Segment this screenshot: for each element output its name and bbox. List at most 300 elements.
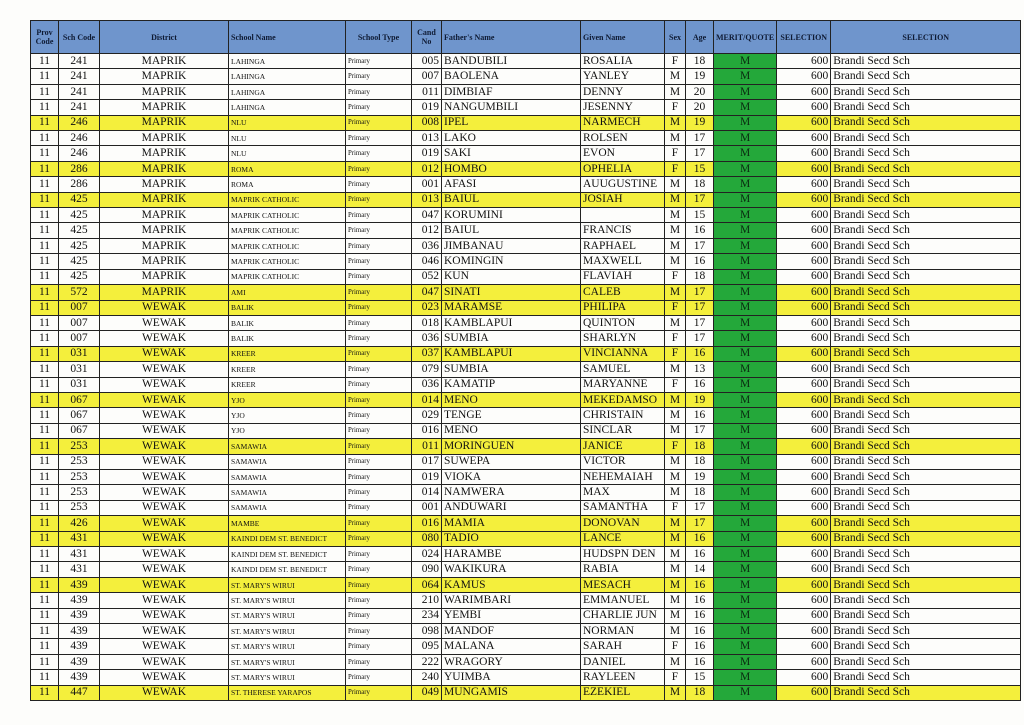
cell-merit-quote: M	[714, 377, 777, 392]
cell-school-type: Primary	[346, 208, 412, 223]
cell-sex: F	[665, 269, 686, 284]
cell-school-name: MAPRIK CATHOLIC	[229, 208, 346, 223]
cell-selection-number: 600	[777, 392, 831, 407]
cell-sex: M	[665, 485, 686, 500]
cell-fathers-name: BAIUL	[442, 223, 581, 238]
table-row	[31, 593, 1021, 608]
cell-school-type: Primary	[346, 362, 412, 377]
cell-district: WEWAK	[100, 654, 229, 669]
cell-cand-no: 012	[412, 161, 442, 176]
cell-fathers-name: MALANA	[442, 639, 581, 654]
cell-cand-no: 079	[412, 362, 442, 377]
cell-prov-code: 11	[31, 485, 59, 500]
cell-sex: M	[665, 408, 686, 423]
cell-sex: M	[665, 254, 686, 269]
cell-fathers-name: NAMWERA	[442, 485, 581, 500]
cell-prov-code: 11	[31, 654, 59, 669]
cell-selection: Brandi Secd Sch	[831, 577, 1021, 592]
cell-merit-quote: M	[714, 69, 777, 84]
cell-prov-code: 11	[31, 423, 59, 438]
header-sex: Sex	[665, 21, 686, 54]
cell-school-name: MAPRIK CATHOLIC	[229, 254, 346, 269]
cell-district: MAPRIK	[100, 100, 229, 115]
cell-sex: M	[665, 654, 686, 669]
cell-age: 16	[686, 223, 714, 238]
cell-selection-number: 600	[777, 115, 831, 130]
cell-sex: M	[665, 131, 686, 146]
cell-age: 17	[686, 300, 714, 315]
cell-school-type: Primary	[346, 577, 412, 592]
cell-school-name: ST. MARY'S WIRUI	[229, 624, 346, 639]
cell-sch-code: 439	[59, 670, 100, 685]
cell-selection: Brandi Secd Sch	[831, 346, 1021, 361]
cell-sch-code: 425	[59, 208, 100, 223]
cell-school-name: ST. MARY'S WIRUI	[229, 654, 346, 669]
cell-district: WEWAK	[100, 593, 229, 608]
cell-prov-code: 11	[31, 593, 59, 608]
cell-age: 16	[686, 346, 714, 361]
cell-sex: F	[665, 670, 686, 685]
table-row	[31, 454, 1021, 469]
header-district: District	[100, 21, 229, 54]
table-row	[31, 469, 1021, 484]
table-row	[31, 362, 1021, 377]
cell-sch-code: 439	[59, 654, 100, 669]
cell-age: 16	[686, 547, 714, 562]
cell-merit-quote: M	[714, 639, 777, 654]
cell-fathers-name: DIMBIAF	[442, 84, 581, 99]
cell-sex: M	[665, 115, 686, 130]
cell-merit-quote: M	[714, 54, 777, 69]
cell-given-name: EVON	[581, 146, 665, 161]
cell-district: MAPRIK	[100, 254, 229, 269]
cell-given-name: VINCIANNA	[581, 346, 665, 361]
cell-selection: Brandi Secd Sch	[831, 685, 1021, 700]
cell-cand-no: 029	[412, 408, 442, 423]
cell-sch-code: 439	[59, 577, 100, 592]
table-row	[31, 331, 1021, 346]
cell-given-name	[581, 208, 665, 223]
cell-fathers-name: TADIO	[442, 531, 581, 546]
cell-selection: Brandi Secd Sch	[831, 54, 1021, 69]
cell-school-name: SAMAWIA	[229, 500, 346, 515]
cell-prov-code: 11	[31, 84, 59, 99]
cell-school-type: Primary	[346, 54, 412, 69]
cell-prov-code: 11	[31, 439, 59, 454]
cell-school-type: Primary	[346, 485, 412, 500]
cell-merit-quote: M	[714, 300, 777, 315]
cell-sex: M	[665, 208, 686, 223]
cell-sch-code: 286	[59, 161, 100, 176]
cell-selection-number: 600	[777, 485, 831, 500]
cell-merit-quote: M	[714, 238, 777, 253]
cell-prov-code: 11	[31, 362, 59, 377]
cell-selection-number: 600	[777, 423, 831, 438]
cell-age: 15	[686, 670, 714, 685]
cell-sex: M	[665, 547, 686, 562]
cell-school-type: Primary	[346, 315, 412, 330]
cell-school-name: ST. THERESE YARAPOS	[229, 685, 346, 700]
cell-fathers-name: WARIMBARI	[442, 593, 581, 608]
cell-selection-number: 600	[777, 84, 831, 99]
cell-merit-quote: M	[714, 408, 777, 423]
cell-school-name: KREER	[229, 377, 346, 392]
cell-prov-code: 11	[31, 392, 59, 407]
cell-school-type: Primary	[346, 115, 412, 130]
cell-cand-no: 012	[412, 223, 442, 238]
cell-cand-no: 036	[412, 238, 442, 253]
cell-prov-code: 11	[31, 331, 59, 346]
cell-sex: F	[665, 331, 686, 346]
cell-sch-code: 253	[59, 454, 100, 469]
cell-district: WEWAK	[100, 547, 229, 562]
cell-sch-code: 031	[59, 377, 100, 392]
cell-school-name: MAPRIK CATHOLIC	[229, 269, 346, 284]
cell-given-name: ROSALIA	[581, 54, 665, 69]
table-row	[31, 131, 1021, 146]
cell-prov-code: 11	[31, 177, 59, 192]
cell-selection-number: 600	[777, 654, 831, 669]
cell-sch-code: 253	[59, 439, 100, 454]
cell-prov-code: 11	[31, 208, 59, 223]
cell-selection-number: 600	[777, 100, 831, 115]
cell-age: 16	[686, 377, 714, 392]
cell-sch-code: 241	[59, 100, 100, 115]
header-school-type: School Type	[346, 21, 412, 54]
cell-age: 17	[686, 331, 714, 346]
cell-sch-code: 031	[59, 362, 100, 377]
cell-selection-number: 600	[777, 670, 831, 685]
cell-selection-number: 600	[777, 331, 831, 346]
cell-merit-quote: M	[714, 392, 777, 407]
cell-sex: F	[665, 500, 686, 515]
cell-fathers-name: HARAMBE	[442, 547, 581, 562]
cell-age: 18	[686, 269, 714, 284]
cell-sch-code: 253	[59, 485, 100, 500]
cell-given-name: YANLEY	[581, 69, 665, 84]
cell-district: MAPRIK	[100, 238, 229, 253]
cell-sex: M	[665, 516, 686, 531]
cell-given-name: PHILIPA	[581, 300, 665, 315]
cell-cand-no: 018	[412, 315, 442, 330]
cell-school-type: Primary	[346, 469, 412, 484]
cell-fathers-name: NANGUMBILI	[442, 100, 581, 115]
cell-school-name: ST. MARY'S WIRUI	[229, 670, 346, 685]
cell-prov-code: 11	[31, 469, 59, 484]
cell-district: MAPRIK	[100, 223, 229, 238]
cell-selection: Brandi Secd Sch	[831, 331, 1021, 346]
cell-merit-quote: M	[714, 177, 777, 192]
cell-selection: Brandi Secd Sch	[831, 654, 1021, 669]
cell-school-name: SAMAWIA	[229, 439, 346, 454]
cell-age: 14	[686, 562, 714, 577]
table-row	[31, 84, 1021, 99]
cell-selection: Brandi Secd Sch	[831, 516, 1021, 531]
cell-fathers-name: SUWEPA	[442, 454, 581, 469]
cell-district: MAPRIK	[100, 84, 229, 99]
cell-selection-number: 600	[777, 377, 831, 392]
cell-sex: M	[665, 423, 686, 438]
cell-fathers-name: ANDUWARI	[442, 500, 581, 515]
cell-sch-code: 007	[59, 300, 100, 315]
cell-school-type: Primary	[346, 439, 412, 454]
cell-sex: M	[665, 608, 686, 623]
cell-selection-number: 600	[777, 285, 831, 300]
cell-given-name: AUUGUSTINE	[581, 177, 665, 192]
cell-age: 15	[686, 161, 714, 176]
table-body	[31, 54, 1021, 701]
header-age: Age	[686, 21, 714, 54]
cell-merit-quote: M	[714, 362, 777, 377]
cell-district: WEWAK	[100, 346, 229, 361]
table-row	[31, 285, 1021, 300]
cell-prov-code: 11	[31, 69, 59, 84]
cell-selection-number: 600	[777, 177, 831, 192]
cell-district: MAPRIK	[100, 69, 229, 84]
cell-selection-number: 600	[777, 454, 831, 469]
cell-selection-number: 600	[777, 408, 831, 423]
cell-given-name: DENNY	[581, 84, 665, 99]
cell-selection-number: 600	[777, 362, 831, 377]
cell-given-name: CHARLIE JUN	[581, 608, 665, 623]
cell-given-name: NEHEMAIAH	[581, 469, 665, 484]
cell-prov-code: 11	[31, 608, 59, 623]
cell-sex: M	[665, 84, 686, 99]
cell-district: WEWAK	[100, 423, 229, 438]
cell-school-name: KAINDI DEM ST. BENEDICT	[229, 562, 346, 577]
cell-merit-quote: M	[714, 439, 777, 454]
cell-prov-code: 11	[31, 346, 59, 361]
cell-school-name: LAHINGA	[229, 69, 346, 84]
cell-district: WEWAK	[100, 516, 229, 531]
selection-table	[30, 20, 1021, 701]
cell-prov-code: 11	[31, 131, 59, 146]
cell-district: WEWAK	[100, 392, 229, 407]
cell-cand-no: 016	[412, 516, 442, 531]
cell-cand-no: 001	[412, 500, 442, 515]
cell-age: 16	[686, 639, 714, 654]
cell-school-type: Primary	[346, 608, 412, 623]
table-row	[31, 346, 1021, 361]
cell-sch-code: 425	[59, 269, 100, 284]
cell-sex: F	[665, 300, 686, 315]
cell-cand-no: 005	[412, 54, 442, 69]
header-row	[31, 21, 1021, 54]
cell-sex: M	[665, 223, 686, 238]
table-row	[31, 685, 1021, 700]
cell-prov-code: 11	[31, 285, 59, 300]
table-row	[31, 100, 1021, 115]
cell-sch-code: 426	[59, 516, 100, 531]
cell-selection: Brandi Secd Sch	[831, 208, 1021, 223]
cell-merit-quote: M	[714, 254, 777, 269]
cell-selection: Brandi Secd Sch	[831, 269, 1021, 284]
cell-cand-no: 008	[412, 115, 442, 130]
cell-district: WEWAK	[100, 300, 229, 315]
cell-sch-code: 067	[59, 392, 100, 407]
cell-sex: M	[665, 531, 686, 546]
cell-school-type: Primary	[346, 131, 412, 146]
cell-merit-quote: M	[714, 100, 777, 115]
cell-prov-code: 11	[31, 377, 59, 392]
cell-merit-quote: M	[714, 223, 777, 238]
cell-school-type: Primary	[346, 300, 412, 315]
cell-cand-no: 001	[412, 177, 442, 192]
cell-age: 18	[686, 177, 714, 192]
cell-school-type: Primary	[346, 192, 412, 207]
cell-cand-no: 210	[412, 593, 442, 608]
cell-school-type: Primary	[346, 392, 412, 407]
cell-district: WEWAK	[100, 408, 229, 423]
cell-sch-code: 431	[59, 531, 100, 546]
cell-selection: Brandi Secd Sch	[831, 115, 1021, 130]
cell-given-name: DANIEL	[581, 654, 665, 669]
table-row	[31, 423, 1021, 438]
cell-selection-number: 600	[777, 315, 831, 330]
cell-given-name: SARAH	[581, 639, 665, 654]
cell-given-name: SAMUEL	[581, 362, 665, 377]
table-row	[31, 392, 1021, 407]
cell-sch-code: 439	[59, 639, 100, 654]
cell-school-type: Primary	[346, 423, 412, 438]
cell-cand-no: 024	[412, 547, 442, 562]
cell-school-name: MAPRIK CATHOLIC	[229, 238, 346, 253]
cell-cand-no: 098	[412, 624, 442, 639]
cell-selection-number: 600	[777, 624, 831, 639]
cell-school-name: ROMA	[229, 177, 346, 192]
cell-school-name: ST. MARY'S WIRUI	[229, 639, 346, 654]
cell-prov-code: 11	[31, 531, 59, 546]
cell-fathers-name: BAIUL	[442, 192, 581, 207]
cell-school-name: LAHINGA	[229, 54, 346, 69]
cell-school-name: MAPRIK CATHOLIC	[229, 192, 346, 207]
cell-age: 17	[686, 500, 714, 515]
cell-age: 16	[686, 577, 714, 592]
cell-given-name: RAYLEEN	[581, 670, 665, 685]
cell-cand-no: 064	[412, 577, 442, 592]
cell-district: WEWAK	[100, 315, 229, 330]
cell-district: WEWAK	[100, 577, 229, 592]
cell-fathers-name: WAKIKURA	[442, 562, 581, 577]
cell-school-type: Primary	[346, 100, 412, 115]
cell-sex: M	[665, 469, 686, 484]
cell-selection-number: 600	[777, 577, 831, 592]
cell-school-name: KAINDI DEM ST. BENEDICT	[229, 531, 346, 546]
cell-given-name: ROLSEN	[581, 131, 665, 146]
cell-age: 17	[686, 146, 714, 161]
cell-fathers-name: KOMINGIN	[442, 254, 581, 269]
cell-school-type: Primary	[346, 238, 412, 253]
cell-fathers-name: MORINGUEN	[442, 439, 581, 454]
cell-merit-quote: M	[714, 608, 777, 623]
cell-cand-no: 047	[412, 208, 442, 223]
cell-age: 16	[686, 654, 714, 669]
cell-school-name: ROMA	[229, 161, 346, 176]
table-row	[31, 69, 1021, 84]
cell-fathers-name: JIMBANAU	[442, 238, 581, 253]
cell-prov-code: 11	[31, 315, 59, 330]
cell-selection-number: 600	[777, 192, 831, 207]
cell-school-type: Primary	[346, 547, 412, 562]
cell-school-name: AMI	[229, 285, 346, 300]
cell-sch-code: 241	[59, 69, 100, 84]
cell-age: 19	[686, 69, 714, 84]
cell-fathers-name: MARAMSE	[442, 300, 581, 315]
header-cand-no: Cand No	[412, 21, 442, 54]
cell-merit-quote: M	[714, 346, 777, 361]
cell-school-type: Primary	[346, 531, 412, 546]
cell-selection: Brandi Secd Sch	[831, 100, 1021, 115]
cell-given-name: CALEB	[581, 285, 665, 300]
cell-selection: Brandi Secd Sch	[831, 192, 1021, 207]
cell-district: WEWAK	[100, 454, 229, 469]
cell-age: 20	[686, 84, 714, 99]
cell-selection: Brandi Secd Sch	[831, 624, 1021, 639]
cell-district: WEWAK	[100, 500, 229, 515]
cell-fathers-name: WRAGORY	[442, 654, 581, 669]
header-sch-code: Sch Code	[59, 21, 100, 54]
cell-selection: Brandi Secd Sch	[831, 131, 1021, 146]
cell-district: WEWAK	[100, 639, 229, 654]
cell-fathers-name: MENO	[442, 392, 581, 407]
cell-district: WEWAK	[100, 608, 229, 623]
cell-selection-number: 600	[777, 208, 831, 223]
cell-school-type: Primary	[346, 254, 412, 269]
cell-cand-no: 019	[412, 469, 442, 484]
cell-sch-code: 067	[59, 423, 100, 438]
cell-selection-number: 600	[777, 131, 831, 146]
cell-given-name: SAMANTHA	[581, 500, 665, 515]
cell-sch-code: 246	[59, 146, 100, 161]
cell-fathers-name: HOMBO	[442, 161, 581, 176]
cell-sch-code: 067	[59, 408, 100, 423]
cell-selection-number: 600	[777, 593, 831, 608]
cell-merit-quote: M	[714, 485, 777, 500]
cell-sex: F	[665, 439, 686, 454]
header-selection: SELECTION	[831, 21, 1021, 54]
table-row	[31, 670, 1021, 685]
cell-fathers-name: IPEL	[442, 115, 581, 130]
cell-merit-quote: M	[714, 208, 777, 223]
cell-cand-no: 014	[412, 392, 442, 407]
cell-fathers-name: SUMBIA	[442, 362, 581, 377]
cell-prov-code: 11	[31, 639, 59, 654]
cell-prov-code: 11	[31, 562, 59, 577]
cell-selection: Brandi Secd Sch	[831, 300, 1021, 315]
cell-school-name: ST. MARY'S WIRUI	[229, 593, 346, 608]
cell-selection-number: 600	[777, 161, 831, 176]
cell-given-name: MAXWELL	[581, 254, 665, 269]
cell-merit-quote: M	[714, 131, 777, 146]
cell-given-name: JESENNY	[581, 100, 665, 115]
cell-district: WEWAK	[100, 331, 229, 346]
cell-district: WEWAK	[100, 624, 229, 639]
cell-school-type: Primary	[346, 670, 412, 685]
cell-selection-number: 600	[777, 639, 831, 654]
cell-prov-code: 11	[31, 516, 59, 531]
cell-merit-quote: M	[714, 577, 777, 592]
cell-given-name: MAX	[581, 485, 665, 500]
cell-selection-number: 600	[777, 547, 831, 562]
cell-age: 19	[686, 392, 714, 407]
cell-school-type: Primary	[346, 516, 412, 531]
table-row	[31, 238, 1021, 253]
cell-merit-quote: M	[714, 469, 777, 484]
cell-selection: Brandi Secd Sch	[831, 177, 1021, 192]
cell-district: WEWAK	[100, 562, 229, 577]
cell-school-name: BALIK	[229, 300, 346, 315]
table-row	[31, 408, 1021, 423]
